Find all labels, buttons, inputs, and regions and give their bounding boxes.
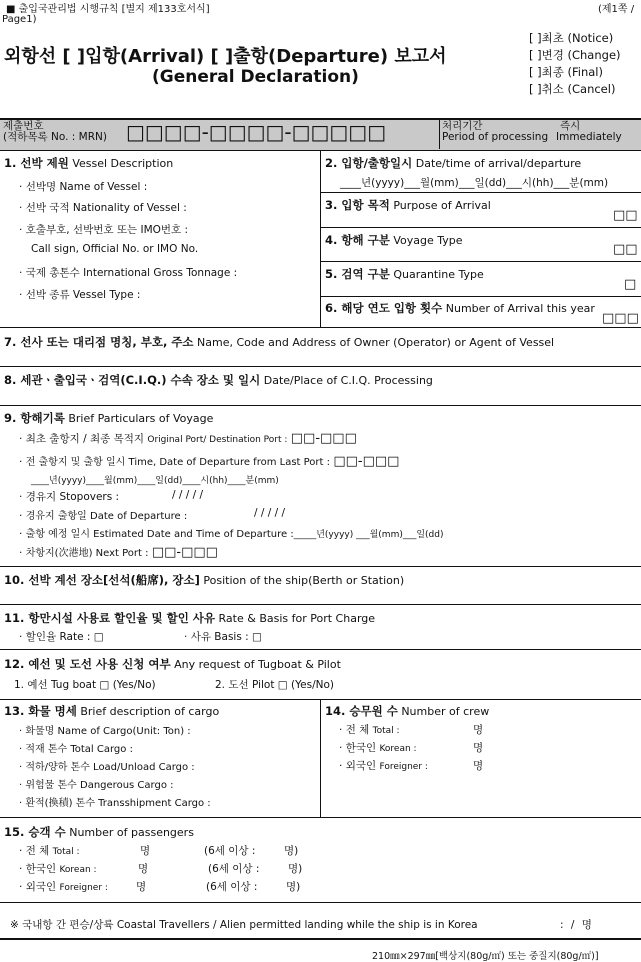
sec9-heading-en: Brief Particulars of Voyage	[68, 412, 214, 425]
passenger-korean-age-unit: 명)	[288, 863, 303, 875]
passenger-korean-field[interactable]: · 한국인 Korean :	[19, 863, 97, 875]
sec6-heading-kr: 6. 해당 연도 입항 횟수	[325, 301, 443, 315]
sec1-items-4: 국제 총톤수 International Gross Tonnage :	[25, 267, 238, 279]
origin-port-field[interactable]: · 최초 출항지 / 최종 목적지 Original Port/ Destination Port : □□-□□□	[19, 431, 357, 446]
sec14-heading-kr: 14. 승무원 수	[325, 704, 398, 718]
sec13-items-2: 적하/양하 톤수 Load/Unload Cargo :	[25, 762, 195, 773]
sec4-heading	[325, 232, 463, 248]
mrn-label-kr: 제출번호	[3, 120, 44, 132]
sec9-origin-label: 최초 출항지 / 최종 목적지	[25, 433, 145, 445]
sec9-stop-dep-label: 경유지 출항일 Date of Departure :	[25, 511, 188, 522]
sec14-rows-0-label-en: Total :	[372, 726, 400, 736]
processing-value	[556, 121, 622, 143]
page-label: Page1)	[2, 14, 37, 25]
report-type-cancel[interactable]: [ ]취소 (Cancel)	[529, 82, 616, 96]
sec14-rows-1-label-en: Korean :	[379, 744, 417, 754]
load-unload-field[interactable]: · 적하/양하 톤수 Load/Unload Cargo :	[19, 762, 195, 773]
sec13-items-0: 화물명 Name of Cargo(Unit: Ton) :	[25, 726, 191, 737]
sec9-stopovers-label: 경유지 Stopovers :	[25, 491, 120, 503]
sec1-heading-en: Vessel Description	[72, 157, 174, 170]
report-type-list	[529, 30, 621, 98]
crew-korean-unit: 명	[473, 742, 484, 754]
sec5-heading-kr: 5. 검역 구분	[325, 267, 390, 281]
sec15-rows-2-label-kr: 외국인	[25, 881, 57, 893]
cargo-name-field[interactable]: · 화물명 Name of Cargo(Unit: Ton) :	[19, 726, 191, 737]
passenger-total-field[interactable]: · 전 체 Total :	[19, 845, 80, 857]
processing-label-en: Period of processing	[442, 131, 549, 143]
transshipment-field[interactable]: · 환적(換積) 톤수 Transshipment Cargo :	[19, 798, 211, 809]
coastal-note: ※ 국내항 간 편승/상륙 Coastal Travellers / Alien permitted landing while the ship is in Korea	[10, 919, 478, 931]
passenger-korean-unit: 명	[138, 863, 149, 875]
gross-tonnage-field[interactable]: · 국제 총톤수 International Gross Tonnage :	[19, 267, 238, 279]
mrn-input-boxes[interactable]: □□□□-□□□□-□□□□□	[126, 120, 387, 144]
sec9-next-port-boxes: □□-□□□	[151, 545, 218, 560]
passenger-total-age-unit: 명)	[284, 845, 299, 857]
purpose-boxes[interactable]: □□	[613, 208, 638, 223]
processing-label-kr: 처리기간	[442, 120, 483, 132]
passenger-foreigner-unit: 명	[136, 881, 147, 893]
vessel-nationality-field[interactable]: · 선박 국적 Nationality of Vessel :	[19, 202, 187, 214]
stopovers-field[interactable]: · 경유지 Stopovers :	[19, 491, 120, 503]
sec15-rows-0-label-kr: 전 체	[25, 845, 50, 857]
total-cargo-field[interactable]: · 적재 톤수 Total Cargo :	[19, 744, 133, 755]
sec1-items-2: 호출부호, 선박번호 또는 IMO번호 :	[25, 224, 189, 236]
sec9-next-port-label: 차항지(次港地) Next Port :	[25, 548, 149, 559]
sec6-heading	[325, 300, 595, 316]
sec15-heading-en: Number of passengers	[69, 826, 194, 839]
voyage-type-boxes[interactable]: □□	[613, 242, 638, 257]
sec14-rows-2-label-kr: 외국인	[345, 760, 377, 772]
passenger-foreigner-age-unit: 명)	[286, 881, 301, 893]
sec13-items-3: 위험물 톤수 Dangerous Cargo :	[25, 780, 174, 791]
crew-korean-field[interactable]: · 한국인 Korean :	[339, 742, 417, 754]
discount-rate-field[interactable]: · 할인율 Rate : □	[19, 631, 104, 643]
sec14-rows-0-label-kr: 전 체	[345, 724, 370, 736]
sec13-items-1: 적재 톤수 Total Cargo :	[25, 744, 133, 755]
sec9-last-port-boxes: □□-□□□	[333, 454, 400, 469]
crew-total-unit: 명	[473, 724, 484, 736]
sec4-heading-kr: 4. 항해 구분	[325, 233, 390, 247]
tugboat-checkbox[interactable]: 1. 예선 Tug boat □ (Yes/No)	[14, 679, 156, 691]
processing-value-kr: 즉시	[560, 120, 581, 132]
vessel-name-field[interactable]: · 선박명 Name of Vessel :	[19, 181, 148, 193]
sec7-heading-kr: 7. 선사 또는 대리점 명칭, 부호, 주소	[4, 335, 194, 349]
sec9-est-dep-date: _____년(yyyy) ___월(mm)___일(dd)	[293, 530, 444, 540]
sec8-heading	[4, 372, 433, 388]
sec3-heading-kr: 3. 입항 목적	[325, 198, 390, 212]
last-port-date-field[interactable]: ____년(yyyy)____월(mm)____일(dd)____시(hh)____분(mm)	[31, 476, 279, 486]
page-counter: (제1쪽 /	[598, 4, 635, 15]
arrival-count-boxes[interactable]: □□□	[602, 311, 639, 326]
mrn-label-en: (적하목록 No. : MRN)	[3, 131, 107, 143]
call-sign-field[interactable]: · 호출부호, 선박번호 또는 IMO번호 :	[19, 224, 189, 236]
crew-foreigner-field[interactable]: · 외국인 Foreigner :	[339, 760, 428, 772]
sec14-rows-1-label-kr: 한국인	[345, 742, 377, 754]
sec15-rows-1-label-en: Korean :	[59, 865, 97, 875]
sec11-heading-en: Rate & Basis for Port Charge	[218, 612, 376, 625]
sec14-rows-2-label-en: Foreigner :	[379, 762, 428, 772]
processing-value-en: Immediately	[556, 131, 622, 143]
report-type-final[interactable]: [ ]최종 (Final)	[529, 65, 603, 79]
sec2-heading	[325, 155, 581, 171]
sec7-heading	[4, 334, 554, 350]
sec15-heading-kr: 15. 승객 수	[4, 825, 66, 839]
sec13-items-4: 환적(換積) 톤수 Transshipment Cargo :	[25, 798, 211, 809]
sec9-origin-boxes: □□-□□□	[290, 431, 357, 446]
pilot-checkbox[interactable]: 2. 도선 Pilot □ (Yes/No)	[215, 679, 335, 691]
sec10-heading-kr: 10. 선박 계선 장소[선석(船席), 장소]	[4, 573, 200, 587]
sec9-origin-label-en: Original Port/ Destination Port :	[147, 435, 288, 445]
sec11-heading-kr: 11. 항만시설 사용료 할인율 및 할인 사유	[4, 611, 216, 625]
sec11-basis-label: 사유 Basis : □	[190, 631, 262, 643]
dangerous-cargo-field[interactable]: · 위험물 톤수 Dangerous Cargo :	[19, 780, 174, 791]
quarantine-box[interactable]: □	[624, 277, 637, 292]
estimated-departure-field[interactable]: · 출항 예정 일시 Estimated Date and Time of Departure :_____년(yyyy) ___월(mm)___일(dd)	[19, 528, 444, 540]
sec5-heading-en: Quarantine Type	[393, 268, 484, 281]
passenger-foreigner-age: (6세 이상 :	[206, 881, 258, 893]
sec11-heading	[4, 610, 375, 626]
sec5-heading	[325, 266, 484, 282]
sec15-rows-2-label-en: Foreigner :	[59, 883, 108, 893]
sec7-heading-en: Name, Code and Address of Owner (Operator) or Agent of Vessel	[197, 336, 555, 349]
vessel-type-field[interactable]: · 선박 종류 Vessel Type :	[19, 289, 141, 301]
sec10-heading	[4, 572, 404, 588]
sec3-heading-en: Purpose of Arrival	[393, 199, 491, 212]
stopover-departure-field[interactable]: · 경유지 출항일 Date of Departure :	[19, 510, 188, 522]
sec9-heading-kr: 9. 항해기록	[4, 411, 65, 425]
stopovers-slashes: / / / / /	[172, 489, 204, 501]
mrn-label	[3, 121, 107, 143]
sec9-last-port-label: 전 출항지 및 출항 일시 Time, Date of Departure from Last Port :	[25, 457, 331, 468]
sec2-heading-en: Date/time of arrival/departure	[415, 157, 582, 170]
sec12-heading-kr: 12. 예선 및 도선 사용 신청 여부	[4, 657, 171, 671]
sec13-heading-kr: 13. 화물 명세	[4, 704, 77, 718]
passenger-korean-age: (6세 이상 :	[208, 863, 260, 875]
sec1-items-0: 선박명 Name of Vessel :	[25, 181, 148, 193]
passenger-foreigner-field[interactable]: · 외국인 Foreigner :	[19, 881, 108, 893]
arrival-datetime-field[interactable]: ____년(yyyy)___월(mm)___일(dd)___시(hh)___분(mm)	[340, 177, 609, 189]
sec14-heading-en: Number of crew	[401, 705, 490, 718]
sec9-est-dep-label: 출항 예정 일시 Estimated Date and Time of Departure :	[25, 529, 294, 540]
sec10-heading-en: Position of the ship(Berth or Station)	[203, 574, 405, 587]
sec12-heading	[4, 656, 341, 672]
sec2-heading-kr: 2. 입항/출항일시	[325, 156, 413, 170]
sec15-heading	[4, 824, 194, 840]
passenger-total-age: (6세 이상 :	[204, 845, 256, 857]
discount-basis-field[interactable]: · 사유 Basis : □	[184, 631, 262, 643]
sec1-heading-kr: 1. 선박 제원	[4, 156, 69, 170]
sec13-heading	[4, 703, 219, 719]
sec15-rows-0-label-en: Total :	[52, 847, 80, 857]
crew-foreigner-unit: 명	[473, 760, 484, 772]
call-sign-en-label: Call sign, Official No. or IMO No.	[31, 243, 199, 255]
sec1-heading	[4, 155, 173, 171]
sec4-heading-en: Voyage Type	[393, 234, 463, 247]
sec15-rows-1-label-kr: 한국인	[25, 863, 57, 875]
sec8-heading-en: Date/Place of C.I.Q. Processing	[263, 374, 433, 387]
legal-reference: ■ 출입국관리법 시행규칙 [별지 제133호서식]	[6, 4, 210, 15]
sec14-heading	[325, 703, 489, 719]
next-port-field[interactable]: · 차항지(次港地) Next Port : □□-□□□	[19, 545, 218, 560]
paper-size-note: 210㎜×297㎜[백상지(80g/㎡) 또는 중질지(80g/㎡)]	[372, 951, 599, 962]
sec6-heading-en: Number of Arrival this year	[445, 302, 595, 315]
sec13-heading-en: Brief description of cargo	[80, 705, 220, 718]
passenger-total-unit: 명	[140, 845, 151, 857]
sec9-heading	[4, 410, 213, 426]
form-subtitle: (General Declaration)	[152, 67, 359, 87]
last-port-field[interactable]: · 전 출항지 및 출항 일시 Time, Date of Departure from Last Port : □□-□□□	[19, 454, 400, 469]
sec12-heading-en: Any request of Tugboat & Pilot	[174, 658, 341, 671]
report-type-change[interactable]: [ ]변경 (Change)	[529, 48, 621, 62]
crew-total-field[interactable]: · 전 체 Total :	[339, 724, 400, 736]
form-title: 외항선 [ ]입항(Arrival) [ ]출항(Departure) 보고서	[4, 46, 447, 67]
processing-label	[442, 121, 548, 143]
sec11-rate-label: 할인율 Rate : □	[25, 631, 104, 643]
sec3-heading	[325, 197, 491, 213]
stopover-departure-slashes: / / / / /	[254, 507, 286, 519]
report-type-notice[interactable]: [ ]최초 (Notice)	[529, 31, 614, 45]
sec1-items-1: 선박 국적 Nationality of Vessel :	[25, 202, 187, 214]
sec1-items-5: 선박 종류 Vessel Type :	[25, 289, 141, 301]
sec8-heading-kr: 8. 세관ㆍ출입국ㆍ검역(C.I.Q.) 수속 장소 및 일시	[4, 373, 261, 387]
coastal-count-field[interactable]: : / 명	[560, 919, 592, 931]
